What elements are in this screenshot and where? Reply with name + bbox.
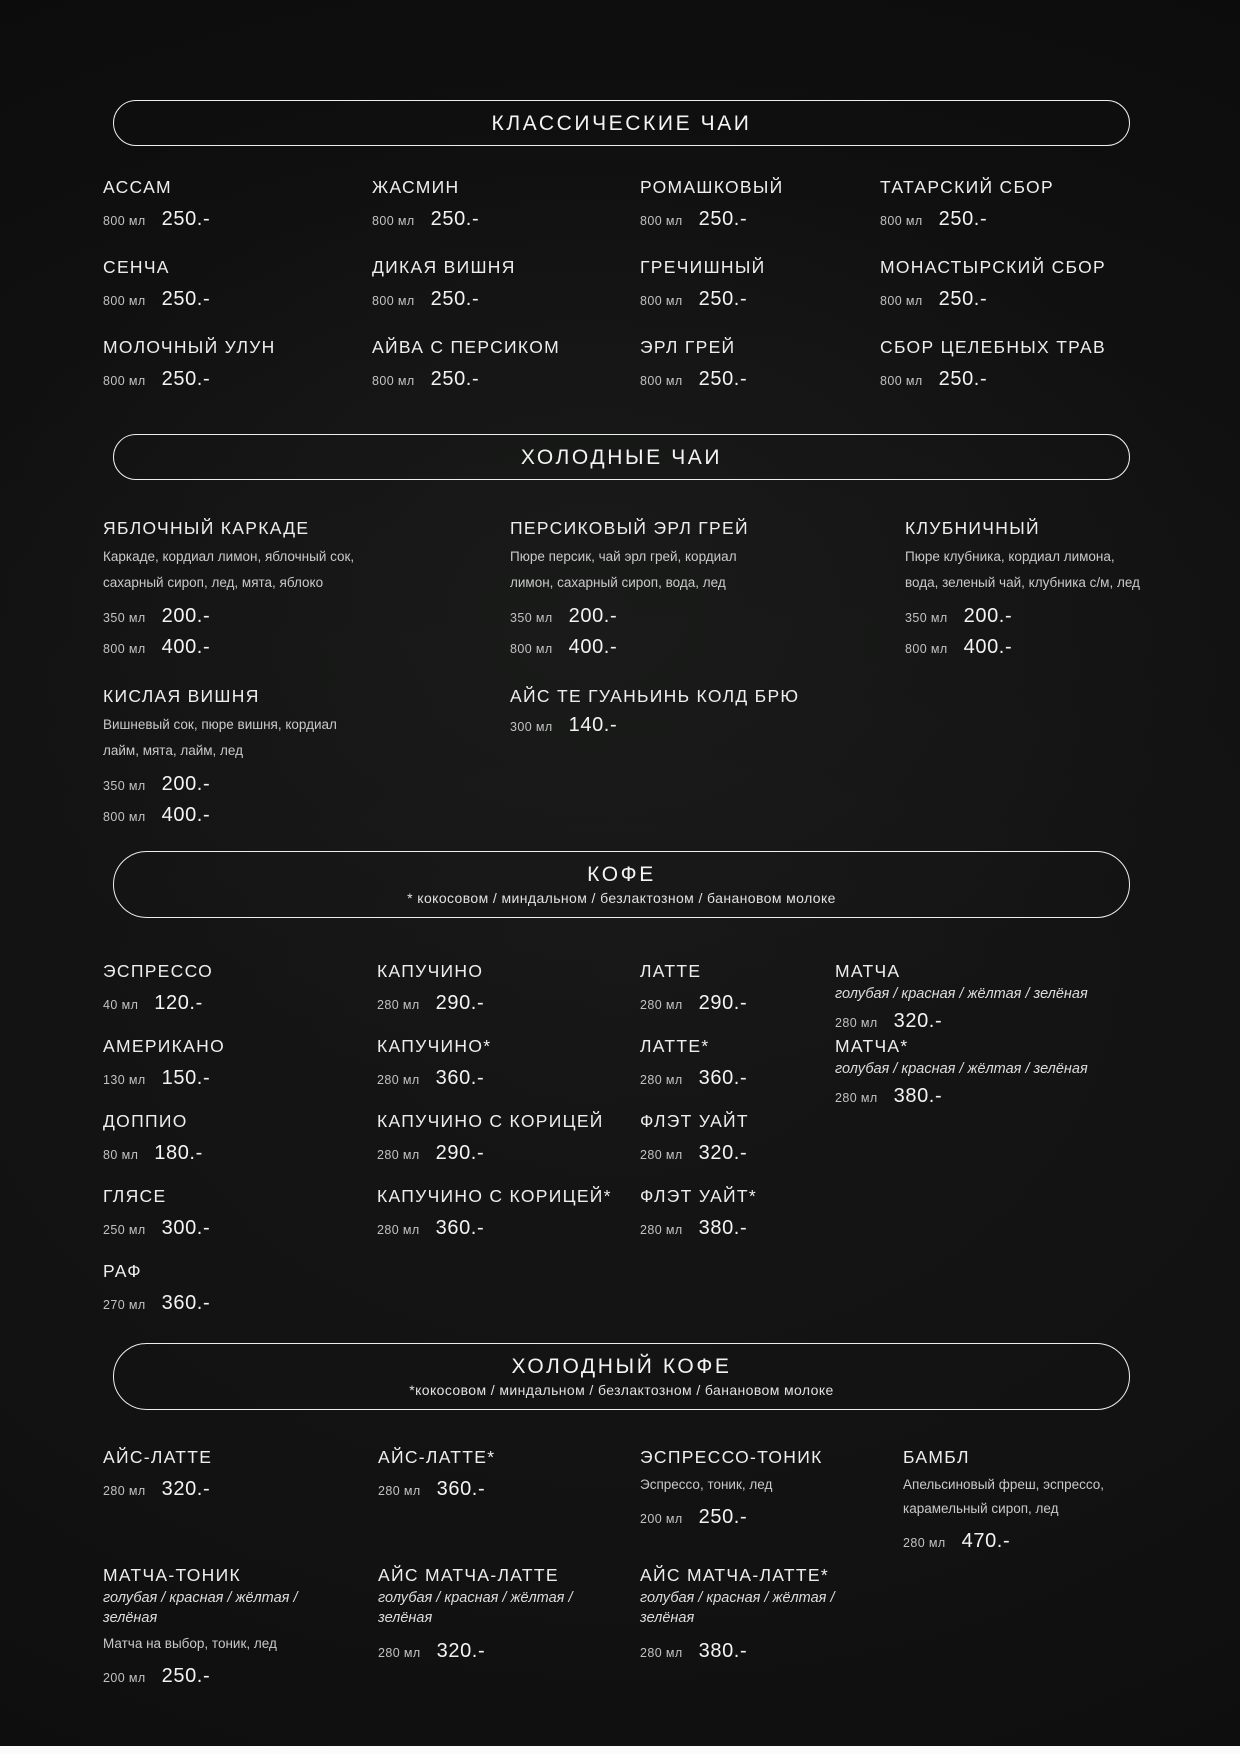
price-line <box>103 1140 377 1169</box>
item-name: ЭСПРЕССО <box>103 961 214 981</box>
price-line <box>905 634 1140 663</box>
item-volume: 280 мл <box>378 1646 421 1660</box>
item-price: 320.- <box>893 1010 943 1032</box>
menu-item <box>103 1446 378 1564</box>
item-volume: 280 мл <box>640 1646 683 1660</box>
price-line <box>103 1215 377 1244</box>
item-variants: голубая / красная / жёлтая / зелёная <box>835 986 1088 1002</box>
price-line <box>880 206 1140 235</box>
item-name: МАТЧА-ТОНИК <box>103 1565 241 1585</box>
item-variants: голубая / красная / жёлтая / зелёная <box>378 1590 573 1626</box>
coffee-column <box>377 960 640 1335</box>
item-volume: 800 мл <box>103 294 146 308</box>
price-line <box>835 1008 1140 1037</box>
item-price: 250.- <box>161 208 211 230</box>
item-volume: 350 мл <box>103 779 146 793</box>
price-line <box>378 1476 640 1505</box>
item-price: 400.- <box>161 636 211 658</box>
price-line <box>880 366 1140 395</box>
item-price: 360.- <box>161 1292 211 1314</box>
teas-row <box>103 176 1140 256</box>
item-volume: 80 мл <box>103 1148 139 1162</box>
item-volume: 280 мл <box>377 998 420 1012</box>
item-name: КАПУЧИНО С КОРИЦЕЙ* <box>377 1186 612 1206</box>
item-name: АЙС-ЛАТТЕ <box>103 1447 213 1467</box>
item-volume: 350 мл <box>905 611 948 625</box>
item-price: 200.- <box>568 605 618 627</box>
price-line <box>640 366 880 395</box>
item-name: ЯБЛОЧНЫЙ КАРКАДЕ <box>103 518 310 538</box>
price-line <box>510 603 905 632</box>
cold-coffee-column <box>640 1446 903 1682</box>
item-volume: 800 мл <box>103 810 146 824</box>
menu-item <box>905 517 1140 663</box>
price-line <box>103 366 372 395</box>
page-bottom-edge <box>0 1746 1240 1754</box>
item-volume: 800 мл <box>372 214 415 228</box>
item-name: ЛАТТЕ <box>640 961 702 981</box>
menu-item <box>372 336 640 416</box>
item-volume: 800 мл <box>372 294 415 308</box>
item-price: 250.- <box>698 368 748 390</box>
item-variants: голубая / красная / жёлтая / зелёная <box>640 1590 835 1626</box>
coffee-grid <box>103 960 1140 1335</box>
item-price: 120.- <box>154 992 203 1014</box>
menu-item <box>640 1110 835 1185</box>
menu-item <box>103 1035 377 1110</box>
item-name: СБОР ЦЕЛЕБНЫХ ТРАВ <box>880 337 1106 357</box>
cold-teas-row <box>103 517 1140 663</box>
menu-item <box>835 960 1140 1035</box>
item-name: ТАТАРСКИЙ СБОР <box>880 177 1054 197</box>
item-name: РАФ <box>103 1261 142 1281</box>
item-price: 400.- <box>161 804 211 826</box>
item-name: АЙС ТЕ ГУАНЬИНЬ КОЛД БРЮ <box>510 686 800 706</box>
item-name: ФЛЭТ УАЙТ <box>640 1111 749 1131</box>
menu-item <box>372 176 640 256</box>
menu-item <box>640 960 835 1035</box>
item-price: 250.- <box>698 1506 748 1528</box>
item-price: 360.- <box>435 1217 485 1239</box>
item-price: 360.- <box>698 1067 748 1089</box>
item-volume: 200 мл <box>103 1671 146 1685</box>
item-volume: 280 мл <box>835 1016 878 1030</box>
section-subtitle: * кокосовом / миндальном / безлактозном / банановом молоке <box>407 890 836 906</box>
item-volume: 130 мл <box>103 1073 146 1087</box>
item-price: 400.- <box>963 636 1013 658</box>
item-price: 320.- <box>698 1142 748 1164</box>
cold-coffee-column <box>103 1446 378 1687</box>
item-name: ПЕРСИКОВЫЙ ЭРЛ ГРЕЙ <box>510 518 749 538</box>
item-name: МАТЧА* <box>835 1036 909 1056</box>
price-line <box>640 1638 903 1667</box>
item-price: 250.- <box>698 288 748 310</box>
price-line <box>103 206 372 235</box>
item-price: 320.- <box>436 1640 486 1662</box>
price-line <box>905 603 1140 632</box>
item-price: 180.- <box>154 1142 203 1164</box>
item-price: 320.- <box>161 1478 211 1500</box>
item-price: 150.- <box>161 1067 211 1089</box>
item-price: 470.- <box>961 1530 1011 1552</box>
item-name: БАМБЛ <box>903 1447 970 1467</box>
empty-cell <box>905 685 1140 831</box>
item-volume: 280 мл <box>640 1073 683 1087</box>
item-price: 250.- <box>161 288 211 310</box>
menu-item <box>103 176 372 256</box>
item-volume: 280 мл <box>377 1148 420 1162</box>
classic-teas-grid <box>103 176 1140 416</box>
item-name: ЭРЛ ГРЕЙ <box>640 337 736 357</box>
price-line <box>510 712 905 741</box>
price-line <box>372 366 640 395</box>
item-name: КАПУЧИНО <box>377 961 484 981</box>
item-volume: 800 мл <box>103 374 146 388</box>
menu-item <box>640 176 880 256</box>
price-line <box>377 1140 640 1169</box>
price-line <box>377 990 640 1019</box>
item-volume: 280 мл <box>640 998 683 1012</box>
item-variants: голубая / красная / жёлтая / зелёная <box>103 1590 298 1626</box>
menu-item <box>903 1446 1140 1564</box>
item-desc: Эспрессо, тоник, лед <box>640 1477 773 1492</box>
item-price: 380.- <box>698 1640 748 1662</box>
coffee-column <box>835 960 1140 1335</box>
price-line <box>372 206 640 235</box>
item-name: АЙС МАТЧА-ЛАТТЕ <box>378 1565 559 1585</box>
coffee-column <box>103 960 377 1335</box>
price-line <box>640 1504 903 1533</box>
price-line <box>640 1140 835 1169</box>
item-price: 200.- <box>963 605 1013 627</box>
menu-item <box>103 1185 377 1260</box>
price-line <box>640 1065 835 1094</box>
price-line <box>103 603 510 632</box>
item-price: 360.- <box>435 1067 485 1089</box>
item-price: 250.- <box>938 368 988 390</box>
item-volume: 280 мл <box>640 1223 683 1237</box>
price-line <box>640 1215 835 1244</box>
item-volume: 350 мл <box>103 611 146 625</box>
price-line <box>377 1065 640 1094</box>
menu-item <box>510 685 905 831</box>
price-line <box>880 286 1140 315</box>
section-title: ХОЛОДНЫЕ ЧАИ <box>520 446 723 469</box>
menu-item <box>640 1185 835 1260</box>
item-name: ЖАСМИН <box>372 177 460 197</box>
item-desc: Пюре персик, чай эрл грей, кордиал лимон, сахарный сироп, вода, лед <box>510 549 737 590</box>
item-name: ФЛЭТ УАЙТ* <box>640 1186 758 1206</box>
price-line <box>103 802 510 831</box>
price-line <box>103 771 510 800</box>
item-name: МАТЧА <box>835 961 901 981</box>
item-name: ГРЕЧИШНЫЙ <box>640 257 766 277</box>
cold-coffee-column <box>378 1446 640 1682</box>
menu-item <box>880 256 1140 336</box>
price-line <box>372 286 640 315</box>
item-price: 250.- <box>698 208 748 230</box>
price-line <box>103 634 510 663</box>
section-title: КОФЕ <box>587 863 656 886</box>
item-volume: 40 мл <box>103 998 139 1012</box>
price-line <box>640 286 880 315</box>
item-price: 250.- <box>161 1665 211 1687</box>
coffee-column <box>640 960 835 1335</box>
item-volume: 800 мл <box>103 642 146 656</box>
menu-item <box>377 1110 640 1185</box>
item-volume: 280 мл <box>835 1091 878 1105</box>
menu-item <box>103 685 510 831</box>
item-name: ДИКАЯ ВИШНЯ <box>372 257 516 277</box>
menu-item <box>103 1260 377 1335</box>
item-name: АЙС МАТЧА-ЛАТТЕ* <box>640 1565 829 1585</box>
menu-item <box>103 336 372 416</box>
menu-item <box>377 960 640 1035</box>
item-volume: 800 мл <box>880 374 923 388</box>
item-desc: Апельсиновый фреш, эспрессо, карамельный сироп, лед <box>903 1477 1105 1516</box>
item-volume: 800 мл <box>880 214 923 228</box>
item-name: КАПУЧИНО* <box>377 1036 492 1056</box>
price-line <box>640 206 880 235</box>
item-price: 250.- <box>938 288 988 310</box>
item-price: 250.- <box>430 368 480 390</box>
item-volume: 800 мл <box>905 642 948 656</box>
price-line <box>835 1083 1140 1112</box>
item-price: 300.- <box>161 1217 211 1239</box>
item-price: 200.- <box>161 773 211 795</box>
item-name: ГЛЯСЕ <box>103 1186 167 1206</box>
item-volume: 800 мл <box>640 374 683 388</box>
price-line <box>103 1290 377 1319</box>
item-volume: 350 мл <box>510 611 553 625</box>
item-price: 290.- <box>435 1142 485 1164</box>
item-volume: 800 мл <box>640 214 683 228</box>
item-price: 380.- <box>893 1085 943 1107</box>
item-volume: 280 мл <box>378 1484 421 1498</box>
menu-item <box>103 1110 377 1185</box>
item-volume: 800 мл <box>640 294 683 308</box>
item-name: МОЛОЧНЫЙ УЛУН <box>103 337 276 357</box>
price-line <box>378 1638 640 1667</box>
item-volume: 300 мл <box>510 720 553 734</box>
item-price: 400.- <box>568 636 618 658</box>
item-volume: 280 мл <box>640 1148 683 1162</box>
price-line <box>103 990 377 1019</box>
item-volume: 280 мл <box>903 1536 946 1550</box>
menu-item <box>103 1564 378 1687</box>
item-price: 250.- <box>430 208 480 230</box>
menu-item <box>510 517 905 663</box>
item-name: ЭСПРЕССО-ТОНИК <box>640 1447 823 1467</box>
item-name: ДОППИО <box>103 1111 188 1131</box>
item-price: 290.- <box>698 992 748 1014</box>
menu-item <box>103 960 377 1035</box>
section-subtitle: *кокосовом / миндальном / безлактозном / банановом молоке <box>409 1382 834 1398</box>
section-header-cold-coffee <box>113 1343 1130 1410</box>
menu-item <box>640 1564 903 1682</box>
item-name: КИСЛАЯ ВИШНЯ <box>103 686 260 706</box>
item-price: 380.- <box>698 1217 748 1239</box>
menu-content <box>0 100 1240 1687</box>
section-header-classic-teas <box>113 100 1130 146</box>
section-header-coffee <box>113 851 1130 918</box>
item-desc: Матча на выбор, тоник, лед <box>103 1636 277 1651</box>
item-volume: 280 мл <box>377 1223 420 1237</box>
menu-item <box>377 1035 640 1110</box>
teas-row <box>103 256 1140 336</box>
price-line <box>103 286 372 315</box>
item-volume: 800 мл <box>103 214 146 228</box>
item-name: АССАМ <box>103 177 172 197</box>
item-price: 140.- <box>568 714 618 736</box>
item-name: ЛАТТЕ* <box>640 1036 710 1056</box>
item-desc: Каркаде, кордиал лимон, яблочный сок, сахарный сироп, лед, мята, яблоко <box>103 549 355 590</box>
item-price: 250.- <box>938 208 988 230</box>
cold-coffee-column <box>903 1446 1140 1682</box>
section-title: КЛАССИЧЕСКИЕ ЧАИ <box>491 112 752 135</box>
item-desc: Пюре клубника, кордиал лимона, вода, зеленый чай, клубника с/м, лед <box>905 549 1140 590</box>
menu-item <box>880 176 1140 256</box>
teas-row <box>103 336 1140 416</box>
price-line <box>510 634 905 663</box>
item-volume: 800 мл <box>372 374 415 388</box>
menu-item <box>378 1564 640 1682</box>
item-name: РОМАШКОВЫЙ <box>640 177 784 197</box>
section-header-cold-teas <box>113 434 1130 480</box>
item-price: 250.- <box>430 288 480 310</box>
item-volume: 280 мл <box>103 1484 146 1498</box>
item-price: 250.- <box>161 368 211 390</box>
cold-teas-row <box>103 685 1140 831</box>
section-title: ХОЛОДНЫЙ КОФЕ <box>511 1355 732 1378</box>
price-line <box>903 1528 1140 1557</box>
item-name: АМЕРИКАНО <box>103 1036 225 1056</box>
menu-item <box>372 256 640 336</box>
menu-item <box>640 1035 835 1110</box>
menu-item <box>378 1446 640 1564</box>
menu-item <box>103 256 372 336</box>
item-name: МОНАСТЫРСКИЙ СБОР <box>880 257 1106 277</box>
menu-item <box>103 517 510 663</box>
item-volume: 250 мл <box>103 1223 146 1237</box>
menu-item <box>640 1446 903 1564</box>
menu-item <box>880 336 1140 416</box>
item-volume: 270 мл <box>103 1298 146 1312</box>
item-volume: 800 мл <box>510 642 553 656</box>
price-line <box>640 990 835 1019</box>
item-desc: Вишневый сок, пюре вишня, кордиал лайм, мята, лайм, лед <box>103 717 337 758</box>
item-name: КАПУЧИНО С КОРИЦЕЙ <box>377 1111 604 1131</box>
item-name: КЛУБНИЧНЫЙ <box>905 518 1040 538</box>
item-name: СЕНЧА <box>103 257 170 277</box>
cold-coffee-grid <box>103 1446 1140 1687</box>
menu-item <box>835 1035 1140 1110</box>
price-line <box>377 1215 640 1244</box>
menu-item <box>640 256 880 336</box>
item-price: 290.- <box>435 992 485 1014</box>
item-volume: 200 мл <box>640 1512 683 1526</box>
price-line <box>103 1065 377 1094</box>
item-name: АЙВА С ПЕРСИКОМ <box>372 337 561 357</box>
item-variants: голубая / красная / жёлтая / зелёная <box>835 1061 1088 1077</box>
item-price: 360.- <box>436 1478 486 1500</box>
item-volume: 800 мл <box>880 294 923 308</box>
menu-item <box>377 1185 640 1260</box>
price-line <box>103 1476 378 1505</box>
cold-teas-grid <box>103 517 1140 831</box>
price-line <box>103 1663 378 1692</box>
item-name: АЙС-ЛАТТЕ* <box>378 1447 496 1467</box>
item-price: 200.- <box>161 605 211 627</box>
menu-item <box>640 336 880 416</box>
item-volume: 280 мл <box>377 1073 420 1087</box>
